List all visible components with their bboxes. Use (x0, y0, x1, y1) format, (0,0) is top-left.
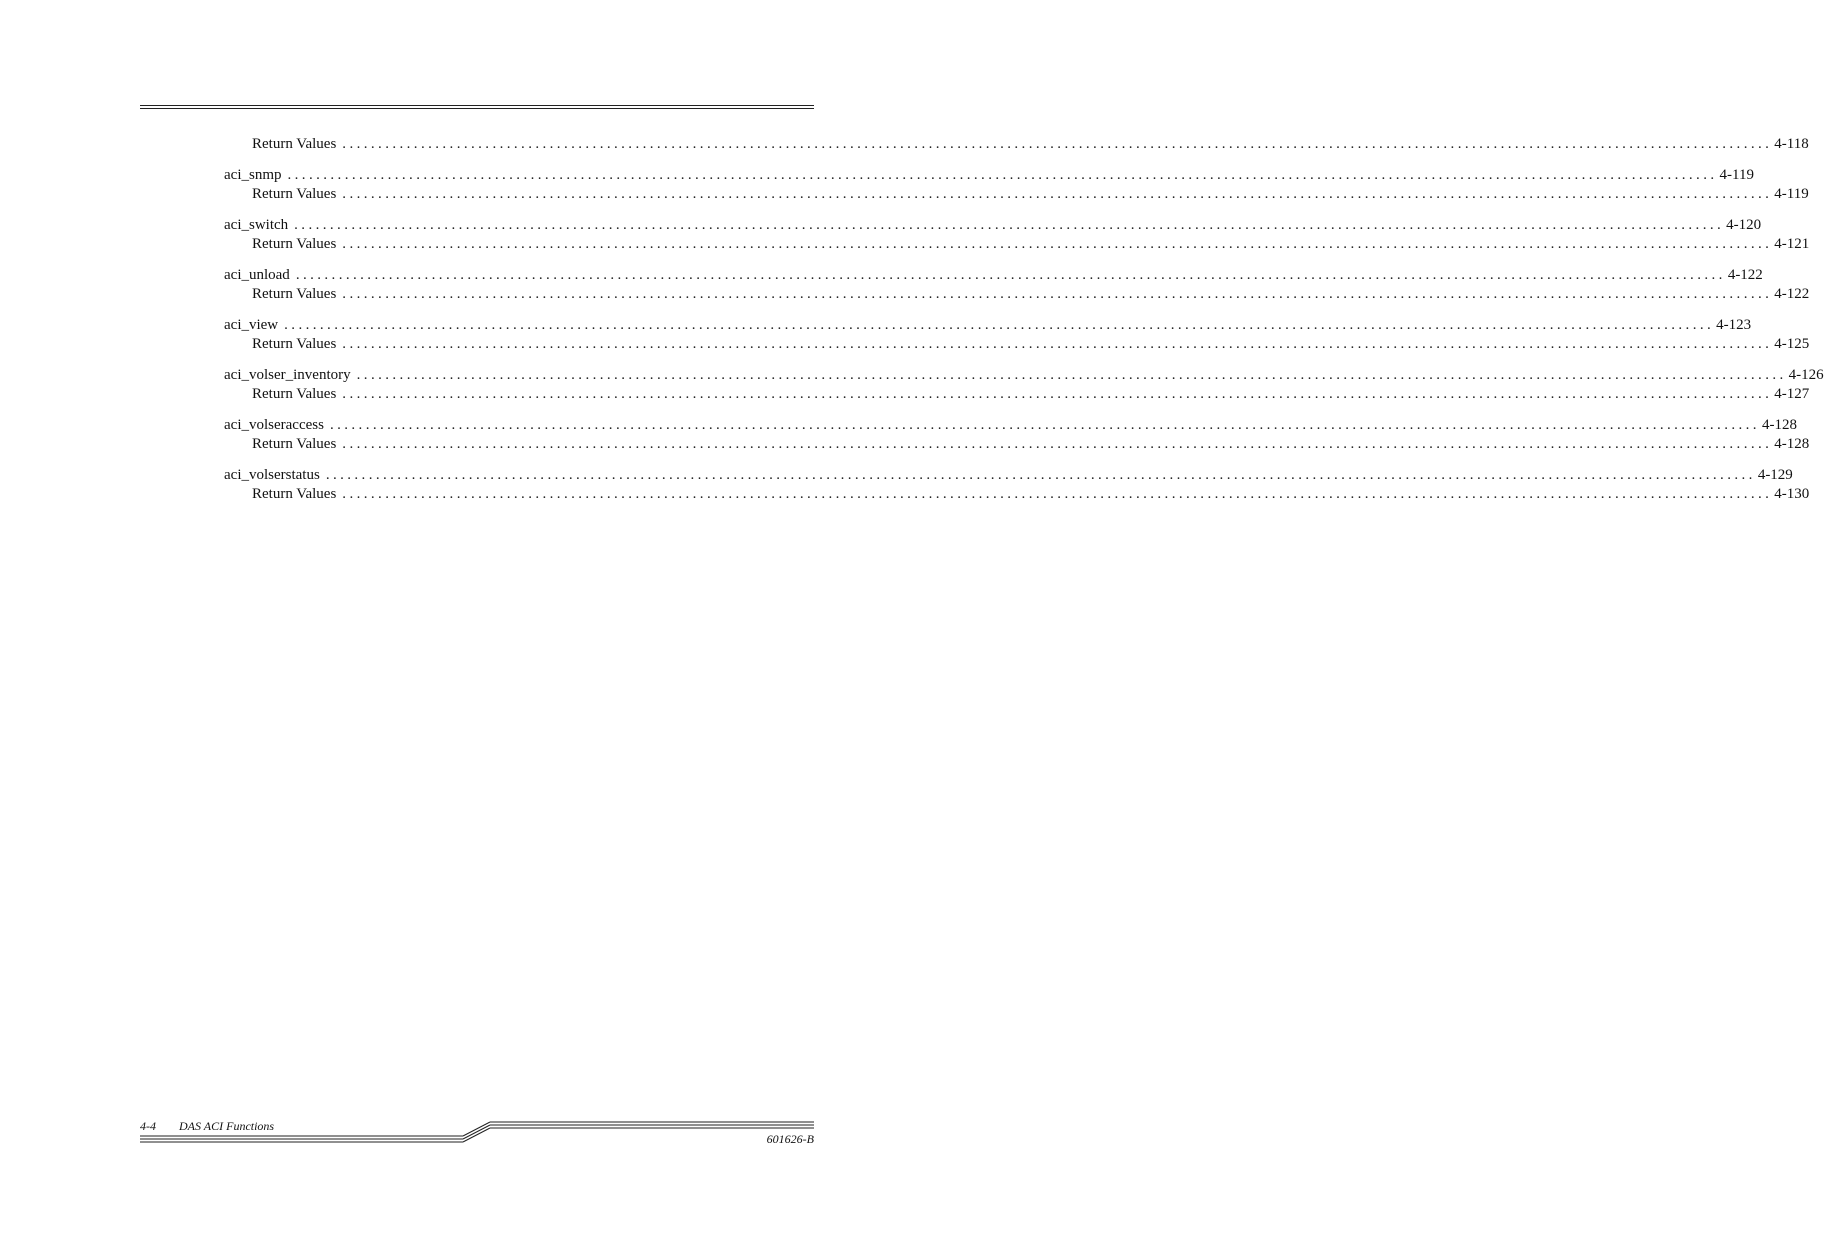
toc-entry-title: aci_volserstatus (224, 467, 320, 483)
toc-entry-title: Return Values (252, 186, 337, 202)
toc-entry-page: 4-127 (1774, 386, 1810, 402)
dot-leader: ........................................................................................................................................................................................................ (325, 467, 1756, 483)
dot-leader: ........................................................................................................................................................................................................ (342, 186, 1773, 202)
toc-entry-title: Return Values (252, 386, 337, 402)
toc-entry-page: 4-122 (1774, 286, 1810, 302)
footer-page-number: 4-4 (140, 1119, 156, 1133)
dot-leader: ........................................................................................................................................................................................................ (342, 286, 1773, 302)
toc-entry-page: 4-118 (1774, 136, 1809, 152)
toc-entry-title: Return Values (252, 336, 337, 352)
footer-chapter-title: DAS ACI Functions (179, 1119, 275, 1133)
toc-entry-page: 4-128 (1761, 417, 1797, 433)
dot-leader: ........................................................................................................................................................................................................ (342, 136, 1773, 152)
toc-entry-page: 4-130 (1774, 486, 1810, 502)
dot-leader: ........................................................................................................................................................................................................ (329, 417, 1760, 433)
toc-entry-title: Return Values (252, 236, 337, 252)
toc-entry-title: Return Values (252, 136, 337, 152)
dot-leader: ........................................................................................................................................................................................................ (342, 236, 1773, 252)
toc-entry-page: 4-123 (1716, 317, 1752, 333)
toc-entry-title: aci_view (224, 317, 279, 333)
toc-entry-title: Return Values (252, 286, 337, 302)
dot-leader: ........................................................................................................................................................................................................ (342, 386, 1773, 402)
toc-entry-page: 4-126 (1788, 367, 1824, 383)
toc-entry-page: 4-119 (1719, 167, 1754, 183)
toc-entry-title: Return Values (252, 486, 337, 502)
footer-doc-number: 601626-B (766, 1132, 814, 1146)
toc-entry-page: 4-121 (1774, 236, 1810, 252)
dot-leader: ........................................................................................................................................................................................................ (294, 217, 1725, 233)
dot-leader: ........................................................................................................................................................................................................ (342, 486, 1773, 502)
toc-entry-page: 4-119 (1774, 186, 1809, 202)
toc-entry-page: 4-120 (1726, 217, 1762, 233)
toc-entry-title: Return Values (252, 436, 337, 452)
dot-leader: ........................................................................................................................................................................................................ (342, 436, 1773, 452)
dot-leader: ........................................................................................................................................................................................................ (287, 167, 1718, 183)
dot-leader: ........................................................................................................................................................................................................ (342, 336, 1773, 352)
toc-entry-title: aci_switch (224, 217, 289, 233)
toc-entry-page: 4-128 (1774, 436, 1810, 452)
toc-entry-title: aci_snmp (224, 167, 282, 183)
toc-entry-page: 4-125 (1774, 336, 1810, 352)
toc-entry-page: 4-129 (1757, 467, 1793, 483)
dot-leader: ........................................................................................................................................................................................................ (284, 317, 1715, 333)
dot-leader: ........................................................................................................................................................................................................ (356, 367, 1787, 383)
toc-entry-page: 4-122 (1727, 267, 1763, 283)
dot-leader: ........................................................................................................................................................................................................ (295, 267, 1726, 283)
toc-entry-title: aci_volser_inventory (224, 367, 351, 383)
toc-entry-title: aci_unload (224, 267, 290, 283)
toc-entry-title: aci_volseraccess (224, 417, 324, 433)
footer-left (140, 1119, 274, 1134)
